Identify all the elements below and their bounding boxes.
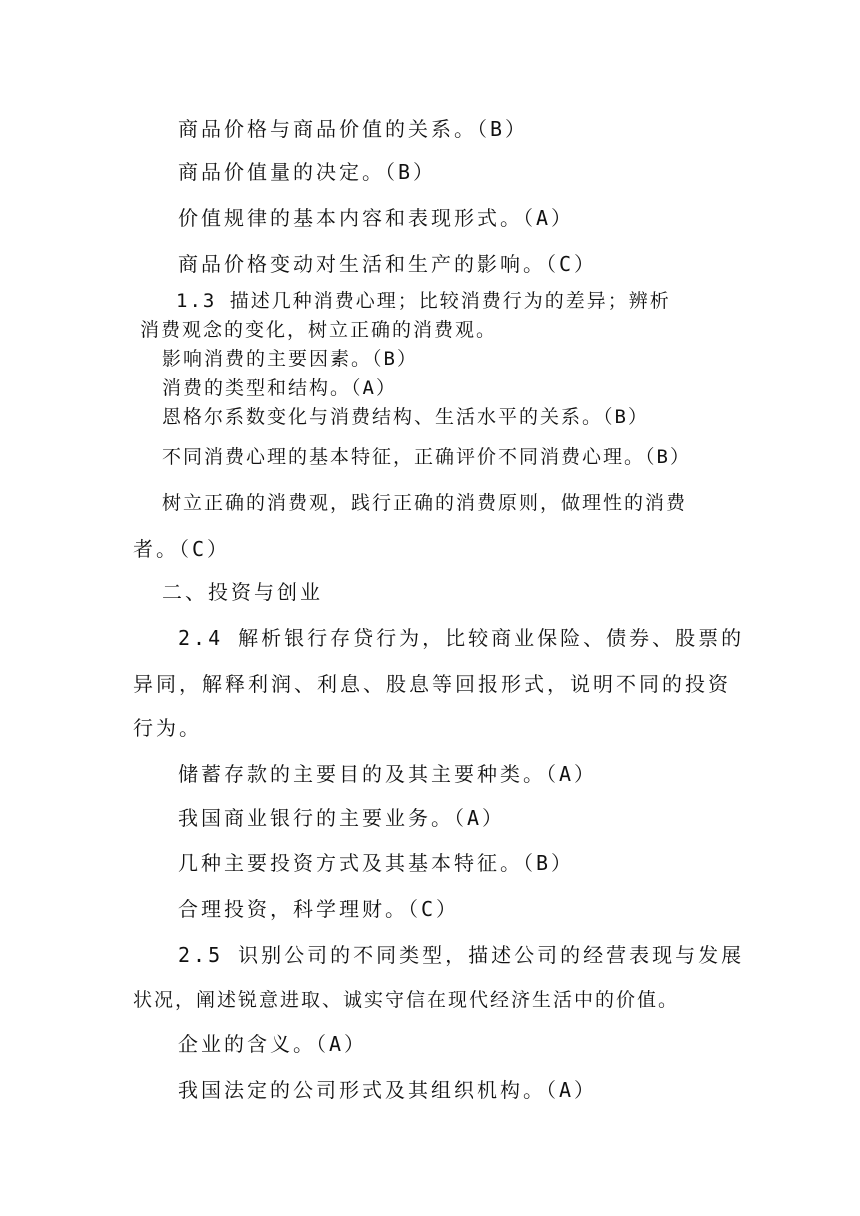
text-line-6: 消费观念的变化，树立正确的消费观。 xyxy=(140,319,498,341)
text-line-10: 不同消费心理的基本特征，正确评价不同消费心理。（B） xyxy=(162,446,691,468)
text-line-3: 价值规律的基本内容和表现形式。（A） xyxy=(178,206,575,230)
text-line-24: 我国法定的公司形式及其组织机构。（A） xyxy=(178,1078,598,1102)
section-heading: 二、投资与创业 xyxy=(162,580,323,604)
text-line-14: 2.4 解析银行存贷行为，比较商业保险、债券、股票的 xyxy=(178,626,745,650)
text-line-4: 商品价格变动对生活和生产的影响。（C） xyxy=(178,252,598,276)
text-line-22: 状况，阐述锐意进取、诚实守信在现代经济生活中的价值。 xyxy=(133,989,680,1011)
text-line-7: 影响消费的主要因素。（B） xyxy=(162,348,418,370)
text-line-9: 恩格尔系数变化与消费结构、生活水平的关系。（B） xyxy=(162,406,649,428)
text-line-18: 我国商业银行的主要业务。（A） xyxy=(178,806,506,830)
text-line-17: 储蓄存款的主要目的及其主要种类。（A） xyxy=(178,762,598,786)
text-line-12: 者。（C） xyxy=(133,537,231,561)
text-line-2: 商品价值量的决定。（B） xyxy=(178,160,437,184)
text-line-8: 消费的类型和结构。（A） xyxy=(162,377,397,399)
text-line-15: 异同，解释利润、利息、股息等回报形式，说明不同的投资 xyxy=(133,672,731,696)
text-line-11: 树立正确的消费观，践行正确的消费原则，做理性的消费 xyxy=(162,492,688,514)
text-line-1: 商品价格与商品价值的关系。（B） xyxy=(178,117,529,141)
text-line-23: 企业的含义。（A） xyxy=(178,1032,368,1056)
text-line-20: 合理投资，科学理财。（C） xyxy=(178,897,460,921)
text-line-21: 2.5 识别公司的不同类型，描述公司的经营表现与发展 xyxy=(178,943,745,967)
text-line-19: 几种主要投资方式及其基本特征。（B） xyxy=(178,851,575,875)
text-line-16: 行为。 xyxy=(133,716,202,740)
text-line-5: 1.3 描述几种消费心理；比较消费行为的差异；辨析 xyxy=(176,290,671,312)
